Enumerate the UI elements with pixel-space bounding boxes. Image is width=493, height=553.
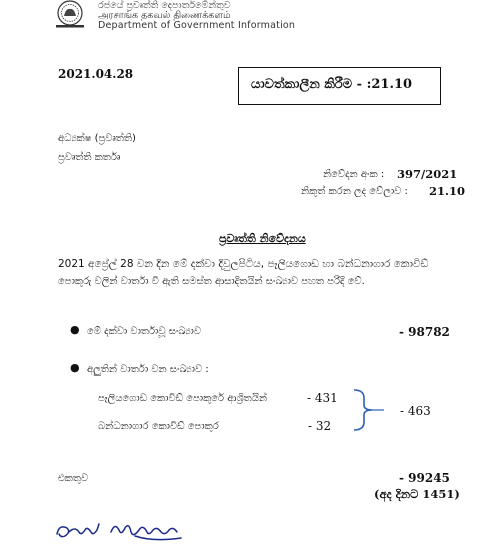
right-brace-icon — [352, 388, 386, 432]
cluster-row-label: පෑලියගොඩ කොවිඩ් පොකුරේ ආශ්‍රිතයින් — [98, 393, 268, 404]
cluster-row-label: බන්ධනාගාර කොවිඩ් පොකුර — [98, 421, 219, 432]
bullet-icon: ● — [70, 361, 80, 374]
total-label: එකතුව — [58, 473, 89, 484]
letterhead-tamil: அரசாங்க தகவல் திணைக்களம் — [98, 10, 231, 21]
addressee-line-1: අධ්‍යක්ෂ (ප්‍රවෘත්ති) — [58, 133, 136, 144]
issue-time: 21.10 — [429, 184, 466, 198]
sri-lanka-emblem-icon — [50, 0, 90, 28]
validity-text: යාවත්කාලීන කිරීම - :21.10 — [251, 77, 413, 92]
handwritten-signature-icon — [53, 518, 203, 548]
new-cases-label: අලුතින් වාර්තා වන සංඛ්‍යාව : — [87, 364, 209, 375]
body-line-2: පොකුරු වලින් වාර්තා වී ඇති සමස්ත ආසාදිතයින් සංඛ්‍යාව පහත පරිදි වේ. — [58, 276, 365, 287]
reported-value: - 98782 — [399, 325, 450, 339]
reference-number: 397/2021 — [397, 167, 458, 181]
letterhead-sinhala: රජයේ ප්‍රවෘත්ති දෙපාර්තමේන්තුව — [98, 0, 231, 11]
reported-label: මේ දක්වා වාර්තාවූ සංඛ්‍යාව — [87, 326, 202, 337]
body-line-1: 2021 අප්‍රේල් 28 වන දින මේ දක්වා දිවුලපිටිය, පෑලියගොඩ හා බන්ධනාගාර කොවිඩ් — [58, 258, 429, 270]
cluster-row-value: - 431 — [307, 391, 338, 405]
cluster-row-value: - 32 — [308, 419, 332, 433]
addressee-line-2: ප්‍රවෘත්ති කර්තෘ — [58, 152, 121, 163]
reference-label: නිවේදන අංක : — [323, 169, 385, 180]
issue-time-label: නිකුත් කරන ලද වේලාව : — [301, 186, 408, 197]
total-value: - 99245 — [399, 471, 450, 485]
today-count: (අද දිනට 1451) — [374, 487, 460, 501]
bullet-icon: ● — [70, 323, 80, 336]
new-cases-total: - 463 — [400, 404, 431, 418]
letterhead-english: Department of Government Information — [98, 20, 296, 31]
document-date: 2021.04.28 — [58, 67, 134, 81]
page-title: ප්‍රවෘත්ති නිවේදනය — [219, 232, 306, 245]
